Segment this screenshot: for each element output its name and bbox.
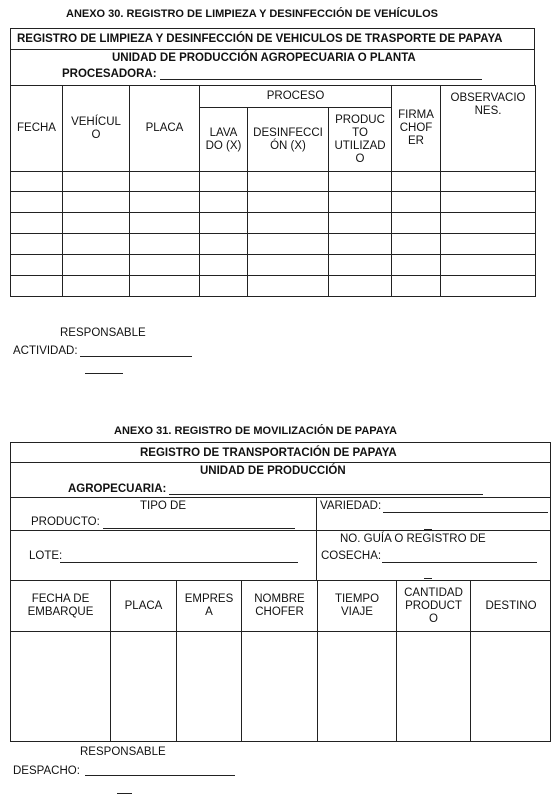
col-vehiculo: VEHÍCUL O [63,86,130,172]
col-placa: PLACA [111,581,177,632]
annex31-lote-field[interactable] [60,550,298,563]
annex31-producto-field[interactable] [103,516,295,529]
col-tiempo-viaje: TIEMPO VIAJE [318,581,397,632]
col-producto-utilizado: PRODUC TO UTILIZAD O [329,108,392,172]
annex30-unit-line1: UNIDAD DE PRODUCCIÓN AGROPECUARIA O PLANTA [112,52,416,64]
col-proceso: PROCESO [200,86,392,108]
annex31-despacho-label: DESPACHO: [13,765,80,777]
annex31-variedad-field[interactable] [383,500,548,513]
annex31-agropecuaria-field[interactable] [169,482,483,495]
annex30-unit-line2: PROCESADORA: [62,68,157,80]
col-nombre-chofer: NOMBRE CHOFER [242,581,318,632]
annex30-planta-field[interactable] [160,67,482,80]
annex31-responsable-label: RESPONSABLE [80,746,166,758]
annex31-guia-line2: COSECHA: [321,550,382,562]
col-desinfeccion: DESINFECCI ÓN (X) [248,108,329,172]
annex30-responsable-label: RESPONSABLE [60,327,146,339]
table-row [11,172,536,192]
annex30-actividad-label: ACTIVIDAD: [13,345,78,357]
annex31-variedad-label: VARIEDAD: [320,500,382,512]
table-row [11,213,536,234]
col-cantidad-producto: CANTIDAD PRODUCT O [397,581,471,632]
annex31-unit-line2: AGROPECUARIA: [68,483,167,495]
annex31-lote-label: LOTE: [29,550,63,562]
col-fecha: FECHA [11,86,63,172]
annex30-table [10,85,536,297]
annex31-tipo-line1: TIPO DE [140,500,187,512]
annex31-despacho-field-2 [117,783,132,794]
annex31-unit-line1: UNIDAD DE PRODUCCIÓN [200,465,346,477]
col-empresa: EMPRES A [177,581,242,632]
annex30-header: REGISTRO DE LIMPIEZA Y DESINFECCIÓN DE VEHICULOS DE TRASPORTE DE PAPAYA [17,33,503,45]
annex31-tipo-line2: PRODUCTO: [31,516,100,528]
col-placa: PLACA [130,86,200,172]
annex30-actividad-field-2 [85,363,123,374]
annex31-title: ANEXO 31. REGISTRO DE MOVILIZACIÓN DE PAPAYA [114,425,397,437]
annex31-header: REGISTRO DE TRANSPORTACIÓN DE PAPAYA [140,447,397,459]
annex31-table [10,580,551,742]
annex31-cosecha-field[interactable] [382,550,537,563]
col-firma-chofer: FIRMA CHOF ER [392,86,441,172]
annex30-actividad-field[interactable] [80,345,192,357]
table-row [11,234,536,255]
table-row [11,632,551,742]
col-observaciones: OBSERVACIO NES. [441,86,536,172]
col-lavado: LAVA DO (X) [200,108,248,172]
annex30-title: ANEXO 30. REGISTRO DE LIMPIEZA Y DESINFECCIÓN DE VEHÍCULOS [66,8,439,20]
annex31-guia-line1: NO. GUÍA O REGISTRO DE [340,533,486,545]
annex31-despacho-field[interactable] [85,764,235,776]
table-row [11,276,536,297]
table-row [11,255,536,276]
col-destino: DESTINO [471,581,551,632]
col-fecha-embarque: FECHA DE EMBARQUE [11,581,111,632]
table-row [11,192,536,213]
